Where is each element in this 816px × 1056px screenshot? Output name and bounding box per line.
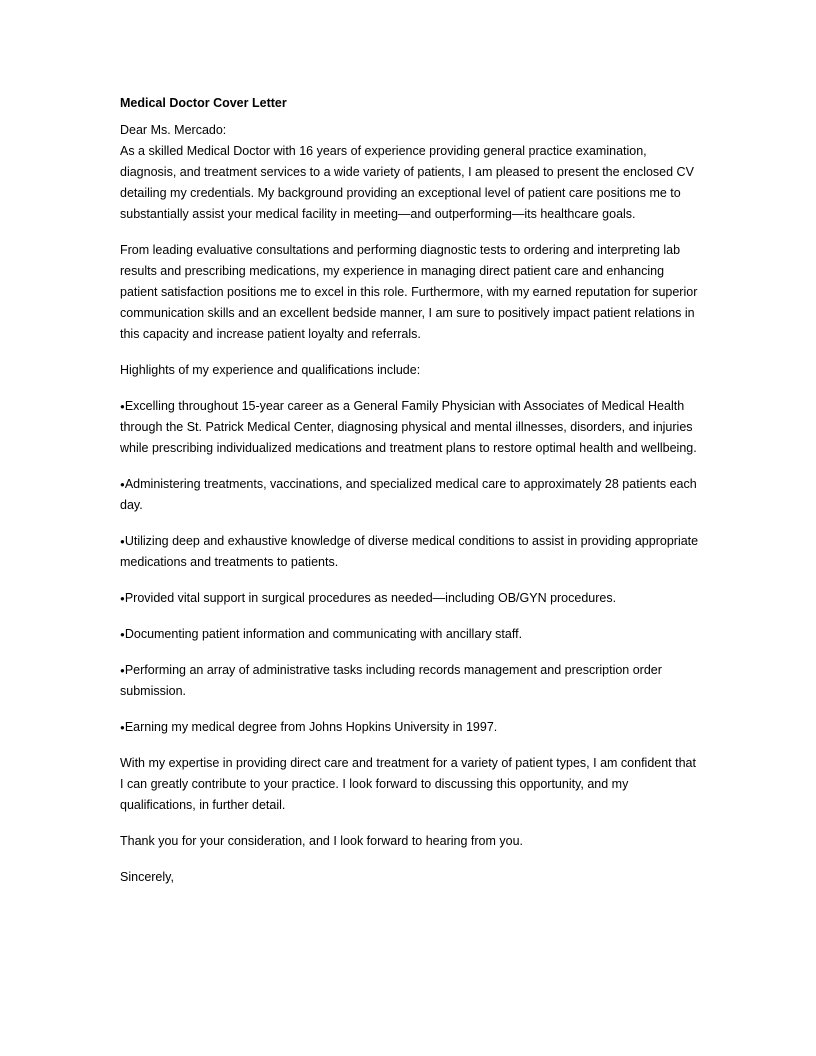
bullet-text: Administering treatments, vaccinations, and specialized medical care to approximately 28 patients each day. [120, 477, 697, 512]
document-title: Medical Doctor Cover Letter [120, 96, 287, 110]
bullet-item [120, 717, 700, 738]
bullet-text: Utilizing deep and exhaustive knowledge of diverse medical conditions to assist in providing appropriate medications and treatments to patients. [120, 534, 699, 569]
bullet-item [120, 396, 700, 459]
bullet-item [120, 624, 700, 645]
bullet-text: Provided vital support in surgical procedures as needed—including OB/GYN procedures. [124, 591, 617, 605]
bullet-item [120, 474, 700, 516]
bullet-text: Earning my medical degree from Johns Hopkins University in 1997. [124, 720, 498, 734]
signoff: Sincerely, [120, 870, 174, 884]
bullet-icon: ● [120, 480, 125, 489]
paragraph-closing: With my expertise in providing direct care and treatment for a variety of patient types, I am confident that I can greatly contribute to your practice. I look forward to discussing this opportunity, and my qualifications, in further detail. [120, 756, 696, 812]
bullet-icon: ● [120, 666, 125, 675]
bullet-icon: ● [120, 594, 125, 603]
bullet-text: Excelling throughout 15-year career as a General Family Physician with Associates of Medical Health through the St. Patrick Medical Center, diagnosing physical and mental illnesses, disorders, and injuries while prescribing individualized medications and treatment plans to restore optimal health and wellbeing. [120, 399, 697, 455]
bullet-text: Performing an array of administrative tasks including records management and prescription order submission. [120, 663, 662, 698]
bullet-item [120, 588, 700, 609]
paragraph-highlights-heading: Highlights of my experience and qualifications include: [120, 363, 421, 377]
paragraph-thanks: Thank you for your consideration, and I look forward to hearing from you. [120, 834, 523, 848]
bullet-icon: ● [120, 537, 125, 546]
paragraph-experience: From leading evaluative consultations and performing diagnostic tests to ordering and interpreting lab results and prescribing medications, my experience in managing direct patient care and enhancing patient satisfaction positions me to excel in this role. Furthermore, with my earned reputation for superior communication skills and an excellent bedside manner, I am sure to positively impact patient relations in this capacity and increase patient loyalty and referrals. [120, 243, 698, 341]
bullet-item [120, 531, 700, 573]
letter-body [120, 95, 700, 888]
bullet-icon: ● [120, 402, 125, 411]
bullet-text: Documenting patient information and communicating with ancillary staff. [124, 627, 523, 641]
bullet-icon: ● [120, 723, 125, 732]
bullet-item [120, 660, 700, 702]
paragraph-intro: As a skilled Medical Doctor with 16 years of experience providing general practice examination, diagnosis, and treatment services to a wide variety of patients, I am pleased to present the enclosed CV detailing my credentials. My background providing an exceptional level of patient care positions me to substantially assist your medical facility in meeting—and outperforming—its healthcare goals. [120, 144, 694, 221]
greeting: Dear Ms. Mercado: [120, 123, 227, 137]
bullet-icon: ● [120, 630, 125, 639]
